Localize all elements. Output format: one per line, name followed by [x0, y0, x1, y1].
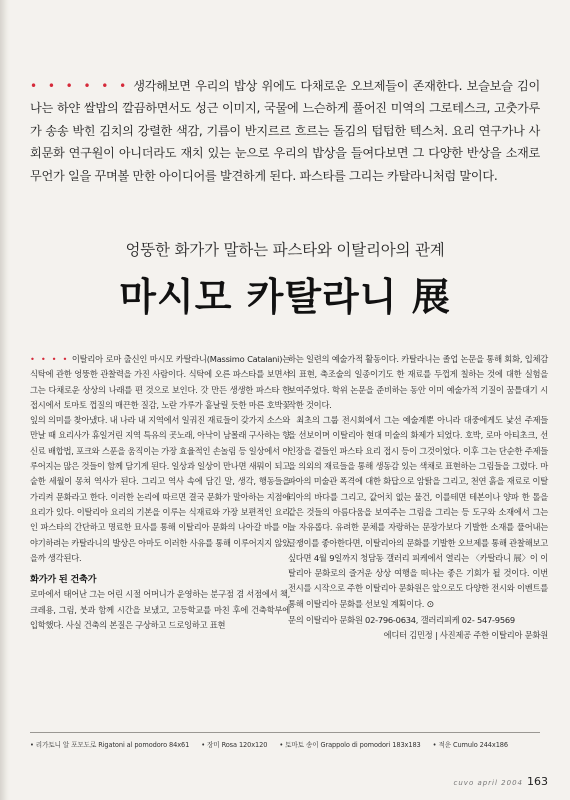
- contact-info: 문의 이탈리아 문화원 02-796-0634, 갤러리피케 02- 547-9569: [288, 615, 515, 626]
- intro-dots: • • • • • •: [30, 79, 130, 93]
- caption-item: • 리가토니 알 포모도로 Rigatoni al pomodoro 84x61: [30, 741, 190, 749]
- editor-credit: 에디터 김민정 | 사진제공 주한 이탈리아 문화원: [383, 630, 548, 641]
- caption-item: • 장미 Rosa 120x120: [201, 741, 268, 749]
- caption-item: • 적운 Cumulo 244x186: [432, 741, 508, 749]
- left-column: [30, 352, 290, 633]
- left-paragraph-1-text: 이탈리아 로마 출신인 마시모 카탈라니(Massimo Catalani)는 식탁에 관한 엉뚱한 관찰력을 가진 사람이다. 식탁에 오른 파스타를 보면서 그는 다채로운 상상의 나래를 편 것으로 보인다. 갓 만든 생생한 파스타 한 접시에서 토마토 껍질의 매끈한 질감, 노란 가루가 흩날릴 듯한 마른 호박꽃잎의 의미를 찾아냈다. 내 나라 내 지역에서 일궈진 재료들이 갖가지 소스와 만날 때 요리사가 휴일거린 지역 특유의 곳노래, 아낙이 남몰래 구사하는 향신료 배합법, 포크와 스푼을 움직이는 가장 효율적인 손놀림 등 일상에서 이루어지는 많은 것들이 함께 담기게 된다. 일상과 일상이 만나면 새뭐이 되고 숱한 세월이 몽쳐 역사가 된다. 그리고 역사 속에 담긴 말, 생각, 행동들을 가리켜 문화라고 한다. 이러한 논리에 따르면 결국 문화가 말아하는 지점에 요리가 있다. 이탈리아 요리의 기본을 이루는 식재료와 가장 보편적인 요리인 파스타의 간단하고 명료한 묘사를 통해 이탈리아 문화의 나아갈 바를 이야기하려는 카탈라니의 발상은 아마도 이러한 사유를 통해 이루어지지 않았을까 생각된다.: [30, 354, 290, 563]
- magazine-name: cuvo april 2004: [453, 779, 523, 787]
- caption-item: • 토마토 송이 Grappolo di pomodori 183x183: [279, 741, 421, 749]
- caption-divider: [30, 732, 540, 733]
- page-spine-shadow: [0, 0, 10, 800]
- right-paragraph-1: 하는 일련의 예술가적 활동이다. 카탈라니는 졸업 논문을 통해 회화, 입체감의 표현, 축조술의 일종이기도 한 재료를 두껍게 칠하는 것에 대한 실험을 보여주었다. 학위 논문을 준비하는 동안 이미 예술가적 기질이 꿈틀대기 시작한 것이다.: [288, 354, 548, 410]
- page-number: 163: [527, 775, 548, 788]
- image-captions: [30, 739, 550, 749]
- article-title: 마시모 카탈라니 展: [119, 274, 451, 319]
- right-paragraph-2-text: 최초의 그룹 전시회에서 그는 예술계뿐 아니라 대중에게도 낯선 주제들을 선보이며 이탈리아 현대 미술의 화제가 되었다. 호박, 로마 아티초크, 선인장을 곁들인 파스타 요리 접시 등이 그것이었다. 이후 그는 단순한 주제들을 의외의 재료들을 통해 생동감 있는 색채로 표현하는 그림들을 그렸다. 마파아의 미술관 폭격에 대한 화답으로 암탉을 그리고, 천연 흙을 재료로 이탈리아의 바다를 그리고, 값어치 없는 물건, 이를테면 테본이나 양파 한 톨을 같은 것들의 아름다움을 보여주는 그림을 그리는 등 도구와 소재에서 그는 늘 자유롭다. 유려한 문체를 자랑하는 문장가보다 기발한 소재를 풀어내는 글쟁이를 좋아한다면, 이탈리아의 문화를 기발한 오브제를 통해 관찰해보고 싶다면 4월 9일까지 청담동 갤러리 피케에서 열리는 〈카탈라니 展〉이 이탈리아 문화로의 즐거운 상상 여행을 떠나는 좋은 기회가 될 것이다. 이번 전시를 시작으로 주한 이탈리아 문화원은 앞으로도 다양한 전시와 이벤트를 통해 이탈리아 문화를 선보일 계획이다.: [288, 415, 548, 609]
- right-paragraph-2: [288, 413, 548, 613]
- article-subtitle: 엉뚱한 화가가 말하는 파스타와 이탈리아의 관계: [125, 241, 445, 259]
- body-dots: • • • •: [30, 354, 69, 364]
- section-heading: 화가가 된 건축가: [30, 574, 97, 586]
- left-paragraph-1: [30, 352, 290, 566]
- left-paragraph-2: 로마에서 태어난 그는 어린 시절 어머니가 운영하는 분구점 겸 서점에서 책, 크레용, 그림, 붓과 함께 시간을 보냈고, 고등학교를 마친 후에 건축학부에 입학했다. 사실 건축의 본질은 구상하고 드로잉하고 표현: [30, 589, 290, 631]
- intro-text: 생각해보면 우리의 밥상 위에도 다채로운 오브제들이 존재한다. 보슬보슬 김이 나는 하얀 쌀밥의 깔끔하면서도 성근 이미지, 국물에 느슨하게 풀어진 미역의 그로테스크, 고춧가루가 송송 박힌 김치의 강렬한 색감, 기름이 반지르르 흐르는 돌김의 텁텁한 텍스처. 요리 연구가나 사회문화 연구원이 아니더라도 재치 있는 눈으로 우리의 밥상을 들여다보면 그 다양한 반상을 소재로 무언가 일을 꾸며볼 만한 아이디어를 발견하게 된다. 파스타를 그리는 카탈라니처럼 말이다.: [30, 79, 540, 183]
- intro-paragraph: [30, 75, 540, 187]
- end-mark-icon: ⊙: [426, 599, 434, 610]
- right-column: [288, 352, 548, 644]
- page-footer: [454, 775, 548, 788]
